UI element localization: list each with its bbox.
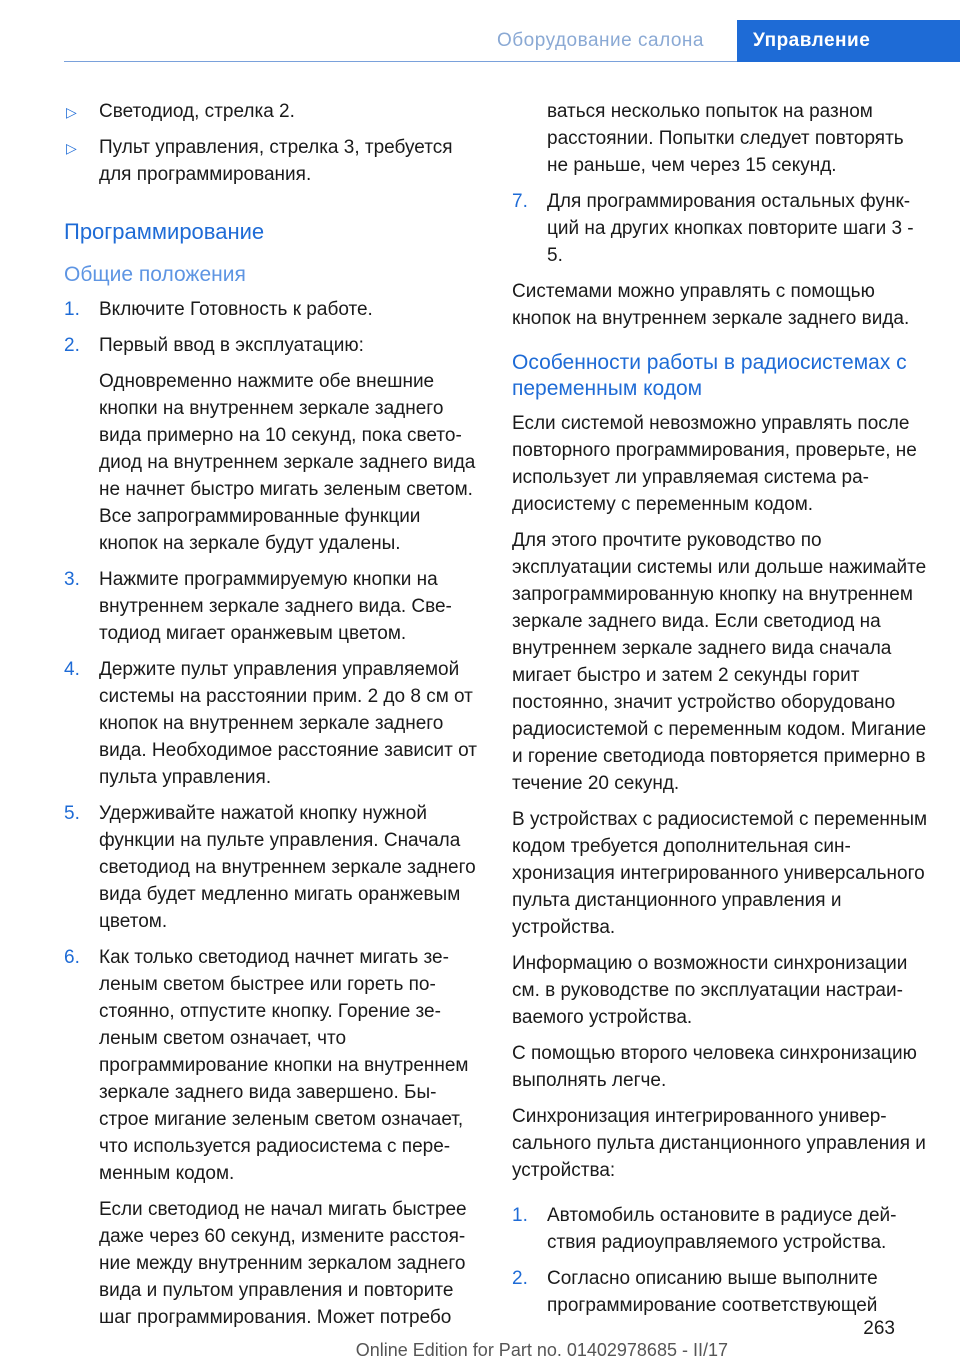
paragraph: Если системой невозможно управлять после повторного программирования, проверьте, не использует ли управляемая система радиосистему с переменным кодом. bbox=[512, 413, 917, 515]
step-item bbox=[512, 1265, 930, 1319]
step-text: Удерживайте нажатой кнопку нужной функции на пульте управления. Сначала светодиод на внутреннем зеркале заднего вида будет медленно мигать оранжевым цветом. bbox=[99, 803, 476, 932]
step-text: ваться несколько попыток на разном расстоянии. Попытки следует повторять не раньше, чем через 15 секунд. bbox=[547, 101, 904, 176]
bullet-item bbox=[64, 134, 480, 188]
step-number: 7. bbox=[512, 191, 528, 212]
paragraph: С помощью второго человека синхронизацию выполнять легче. bbox=[512, 1043, 917, 1091]
step-number: 3. bbox=[64, 569, 80, 590]
page-number: 263 bbox=[863, 1318, 895, 1339]
step-text: Автомобиль остановите в радиусе действия радиоуправляемого устройства. bbox=[547, 1205, 897, 1253]
step-item bbox=[64, 944, 480, 1331]
step-continuation bbox=[512, 98, 930, 179]
step-item bbox=[512, 188, 930, 269]
subsection-heading: Общие положения bbox=[64, 263, 246, 286]
section-heading: Особенности работы в радиосистемах с переменным кодом bbox=[512, 351, 907, 400]
step-item bbox=[64, 332, 480, 557]
step-number: 5. bbox=[64, 803, 80, 824]
step-number: 1. bbox=[512, 1205, 528, 1226]
page-header bbox=[0, 0, 960, 62]
right-column bbox=[512, 98, 930, 1328]
step-text: Нажмите программируемую кнопки на внутреннем зеркале заднего вида. Светодиод мигает оранжевым цветом. bbox=[99, 569, 452, 644]
step-subtext: Одновременно нажмите обе внешние кнопки на внутреннем зеркале заднего вида примерно на 10 секунд, пока светодиод на внутреннем зеркале заднего вида не начнет быстро мигать зеленым светом. Все запрограммированные функции кнопок на зеркале будут удалены. bbox=[99, 371, 476, 554]
paragraph: Синхронизация интегрированного универсального пульта дистанционного управления и устройства: bbox=[512, 1106, 926, 1181]
paragraph: Системами можно управлять с помощью кнопок на внутреннем зеркале заднего вида. bbox=[512, 281, 910, 329]
step-item bbox=[512, 1202, 930, 1256]
chapter-tab-label: Управление bbox=[753, 30, 871, 51]
triangle-bullet-icon: ▷ bbox=[66, 140, 77, 156]
paragraph: В устройствах с радиосистемой с переменным кодом требуется дополнительная синхронизация интегрированного универсального пульта дистанционного управления и устройства. bbox=[512, 809, 928, 938]
bullet-text: Пульт управления, стрелка 3, требуется для программирования. bbox=[99, 137, 453, 185]
bullet-text: Светодиод, стрелка 2. bbox=[99, 101, 295, 122]
edition-note: Online Edition for Part no. 01402978685 - II/17 bbox=[355, 1340, 728, 1360]
step-number: 1. bbox=[64, 299, 80, 320]
paragraph: Информацию о возможности синхронизации см. в руководстве по эксплуатации настраиваемого устройства. bbox=[512, 953, 908, 1028]
step-item bbox=[64, 800, 480, 935]
section-heading: Программирование bbox=[64, 219, 265, 244]
triangle-bullet-icon: ▷ bbox=[66, 104, 77, 120]
step-text: Держите пульт управления управляемой системы на расстоянии прим. 2 до 8 см от кнопок на внутреннем зеркале заднего вида. Необходимое расстояние зависит от пульта управления. bbox=[99, 659, 477, 788]
step-subtext: Если светодиод не начал мигать быстрее даже через 60 секунд, измените расстояние между внутренним зеркалом заднего вида и пультом управления и повторите шаг программирования. Может потребо bbox=[99, 1199, 467, 1328]
step-number: 4. bbox=[64, 659, 80, 680]
step-number: 6. bbox=[64, 947, 80, 968]
paragraph: Для этого прочтите руководство по эксплуатации системы или дольше нажимайте запрограммированную кнопку на внутреннем зеркале заднего вида. Если светодиод на внутреннем зеркале заднего вида сначала мигает быстро и затем 2 секунды горит постоянно, значит устройство оборудовано радиосистемой с переменным кодом. Мигание и горение светодиода повторяется примерно в течение 20 секунд. bbox=[512, 530, 927, 794]
step-number: 2. bbox=[512, 1268, 528, 1289]
left-column bbox=[64, 98, 480, 1340]
step-text: Включите Готовность к работе. bbox=[99, 299, 373, 320]
step-number: 2. bbox=[64, 335, 80, 356]
step-item bbox=[64, 656, 480, 791]
step-item bbox=[64, 296, 480, 323]
section-title: Оборудование салона bbox=[497, 30, 704, 51]
step-text: Как только светодиод начнет мигать зеленым светом быстрее или гореть постоянно, отпустите кнопку. Горение зеленым светом означает, что программирование кнопки на внутреннем зеркале заднего вида завершено. Быстрое мигание зеленым светом означает, что используется радиосистема с переменным кодом. bbox=[99, 947, 469, 1184]
step-item bbox=[64, 566, 480, 647]
step-text: Первый ввод в эксплуатацию: bbox=[99, 335, 364, 356]
bullet-item bbox=[64, 98, 480, 125]
chapter-tab bbox=[737, 20, 960, 62]
step-text: Согласно описанию выше выполните программирование соответствующей bbox=[547, 1268, 878, 1316]
header-rule bbox=[64, 61, 737, 62]
step-text: Для программирования остальных функций на других кнопках повторите шаги 3 - 5. bbox=[547, 191, 914, 266]
